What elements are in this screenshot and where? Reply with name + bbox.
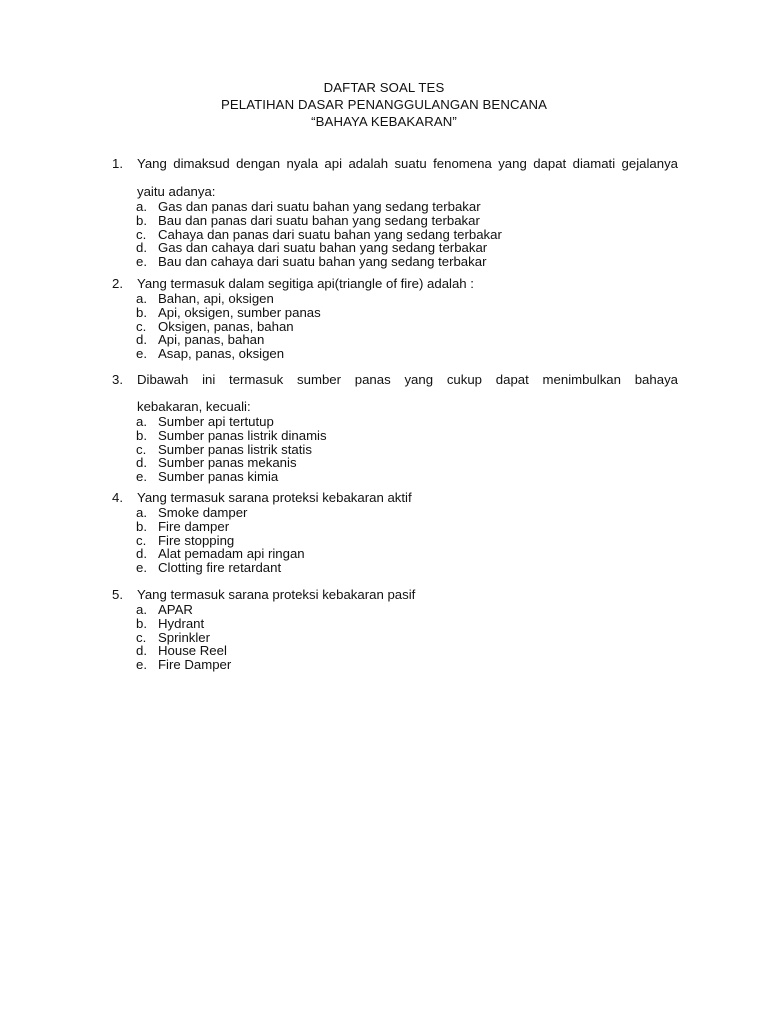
option-e bbox=[112, 561, 678, 575]
option-letter: c. bbox=[136, 318, 147, 334]
question-1 bbox=[112, 156, 678, 269]
option-a bbox=[112, 200, 678, 214]
question-text: Yang dimaksud dengan nyala api adalah suatu fenomena yang dapat diamati gejalanya bbox=[137, 156, 678, 171]
option-text: Cahaya dan panas dari suatu bahan yang sedang terbakar bbox=[158, 226, 502, 242]
option-e bbox=[112, 255, 678, 269]
option-a bbox=[112, 292, 678, 306]
question-stem bbox=[112, 276, 678, 292]
option-b bbox=[112, 306, 678, 320]
question-number: 1. bbox=[112, 156, 123, 171]
question-2 bbox=[112, 276, 678, 361]
option-letter: b. bbox=[136, 615, 147, 631]
question-text: Yang termasuk dalam segitiga api(triangle of fire) adalah : bbox=[137, 276, 474, 291]
option-text: Bau dan panas dari suatu bahan yang sedang terbakar bbox=[158, 212, 480, 228]
option-letter: d. bbox=[136, 546, 147, 562]
option-e bbox=[112, 658, 678, 672]
option-a bbox=[112, 506, 678, 520]
option-text: Fire damper bbox=[158, 518, 230, 534]
option-list bbox=[112, 415, 678, 484]
option-b bbox=[112, 214, 678, 228]
option-letter: e. bbox=[136, 254, 147, 270]
option-text: Sumber panas listrik statis bbox=[158, 441, 312, 457]
option-d bbox=[112, 547, 678, 561]
option-c bbox=[112, 534, 678, 548]
header-title: DAFTAR SOAL TES bbox=[323, 80, 445, 95]
option-text: Hydrant bbox=[158, 615, 205, 631]
option-letter: a. bbox=[136, 291, 147, 306]
option-letter: b. bbox=[136, 212, 147, 228]
option-d bbox=[112, 333, 678, 347]
option-text: Clotting fire retardant bbox=[158, 560, 282, 576]
header-subtitle: PELATIHAN DASAR PENANGGULANGAN BENCANA bbox=[221, 97, 547, 112]
option-d bbox=[112, 644, 678, 658]
option-c bbox=[112, 228, 678, 242]
option-d bbox=[112, 241, 678, 255]
option-d bbox=[112, 456, 678, 470]
question-text-continuation: kebakaran, kecuali: bbox=[137, 399, 251, 414]
option-text: Sumber panas listrik dinamis bbox=[158, 427, 327, 443]
question-number: 2. bbox=[112, 276, 123, 291]
question-4 bbox=[112, 490, 678, 575]
option-letter: b. bbox=[136, 304, 147, 320]
option-letter: e. bbox=[136, 657, 147, 673]
option-letter: d. bbox=[136, 332, 147, 348]
option-text: Fire Damper bbox=[158, 657, 232, 673]
option-text: Fire stopping bbox=[158, 532, 235, 548]
option-text: Alat pemadam api ringan bbox=[158, 546, 305, 562]
option-b bbox=[112, 520, 678, 534]
option-text: Sprinkler bbox=[158, 629, 211, 645]
document-header bbox=[0, 79, 768, 130]
question-text: Yang termasuk sarana proteksi kebakaran aktif bbox=[137, 490, 412, 505]
option-text: Gas dan panas dari suatu bahan yang sedang terbakar bbox=[158, 199, 481, 214]
question-text: Dibawah ini termasuk sumber panas yang cukup dapat menimbulkan bahaya bbox=[137, 372, 678, 387]
option-letter: b. bbox=[136, 518, 147, 534]
option-e bbox=[112, 470, 678, 484]
option-text: House Reel bbox=[158, 643, 227, 659]
option-a bbox=[112, 415, 678, 429]
option-text: Gas dan cahaya dari suatu bahan yang sedang terbakar bbox=[158, 240, 488, 256]
option-letter: e. bbox=[136, 560, 147, 576]
option-letter: c. bbox=[136, 532, 147, 548]
option-letter: b. bbox=[136, 427, 147, 443]
question-number: 5. bbox=[112, 587, 123, 602]
option-list bbox=[112, 200, 678, 269]
option-a bbox=[112, 603, 678, 617]
option-text: Bahan, api, oksigen bbox=[158, 291, 274, 306]
option-letter: d. bbox=[136, 455, 147, 471]
option-list bbox=[112, 506, 678, 575]
option-letter: c. bbox=[136, 441, 147, 457]
question-number: 3. bbox=[112, 372, 123, 387]
option-text: Api, oksigen, sumber panas bbox=[158, 304, 321, 320]
option-letter: c. bbox=[136, 629, 147, 645]
option-letter: a. bbox=[136, 414, 147, 429]
question-stem bbox=[112, 372, 678, 388]
option-text: APAR bbox=[158, 602, 193, 617]
option-letter: d. bbox=[136, 643, 147, 659]
question-stem bbox=[112, 490, 678, 506]
option-c bbox=[112, 443, 678, 457]
question-stem bbox=[112, 587, 678, 603]
option-text: Sumber panas mekanis bbox=[158, 455, 297, 471]
question-text: Yang termasuk sarana proteksi kebakaran pasif bbox=[137, 587, 416, 602]
option-text: Bau dan cahaya dari suatu bahan yang sedang terbakar bbox=[158, 254, 487, 270]
question-stem bbox=[112, 156, 678, 172]
option-c bbox=[112, 631, 678, 645]
option-letter: e. bbox=[136, 469, 147, 485]
option-text: Asap, panas, oksigen bbox=[158, 346, 285, 362]
option-letter: d. bbox=[136, 240, 147, 256]
question-5 bbox=[112, 587, 678, 672]
option-text: Api, panas, bahan bbox=[158, 332, 265, 348]
option-letter: c. bbox=[136, 226, 147, 242]
option-list bbox=[112, 292, 678, 361]
option-b bbox=[112, 429, 678, 443]
question-text-continuation: yaitu adanya: bbox=[137, 184, 216, 199]
option-b bbox=[112, 617, 678, 631]
header-topic: “BAHAYA KEBAKARAN” bbox=[311, 114, 457, 129]
option-list bbox=[112, 603, 678, 672]
option-letter: a. bbox=[136, 199, 147, 214]
option-letter: a. bbox=[136, 505, 147, 520]
option-text: Oksigen, panas, bahan bbox=[158, 318, 294, 334]
option-letter: a. bbox=[136, 602, 147, 617]
option-letter: e. bbox=[136, 346, 147, 362]
option-e bbox=[112, 347, 678, 361]
question-3 bbox=[112, 372, 678, 484]
option-text: Sumber api tertutup bbox=[158, 414, 274, 429]
option-text: Smoke damper bbox=[158, 505, 248, 520]
option-c bbox=[112, 320, 678, 334]
option-text: Sumber panas kimia bbox=[158, 469, 279, 485]
question-number: 4. bbox=[112, 490, 123, 505]
